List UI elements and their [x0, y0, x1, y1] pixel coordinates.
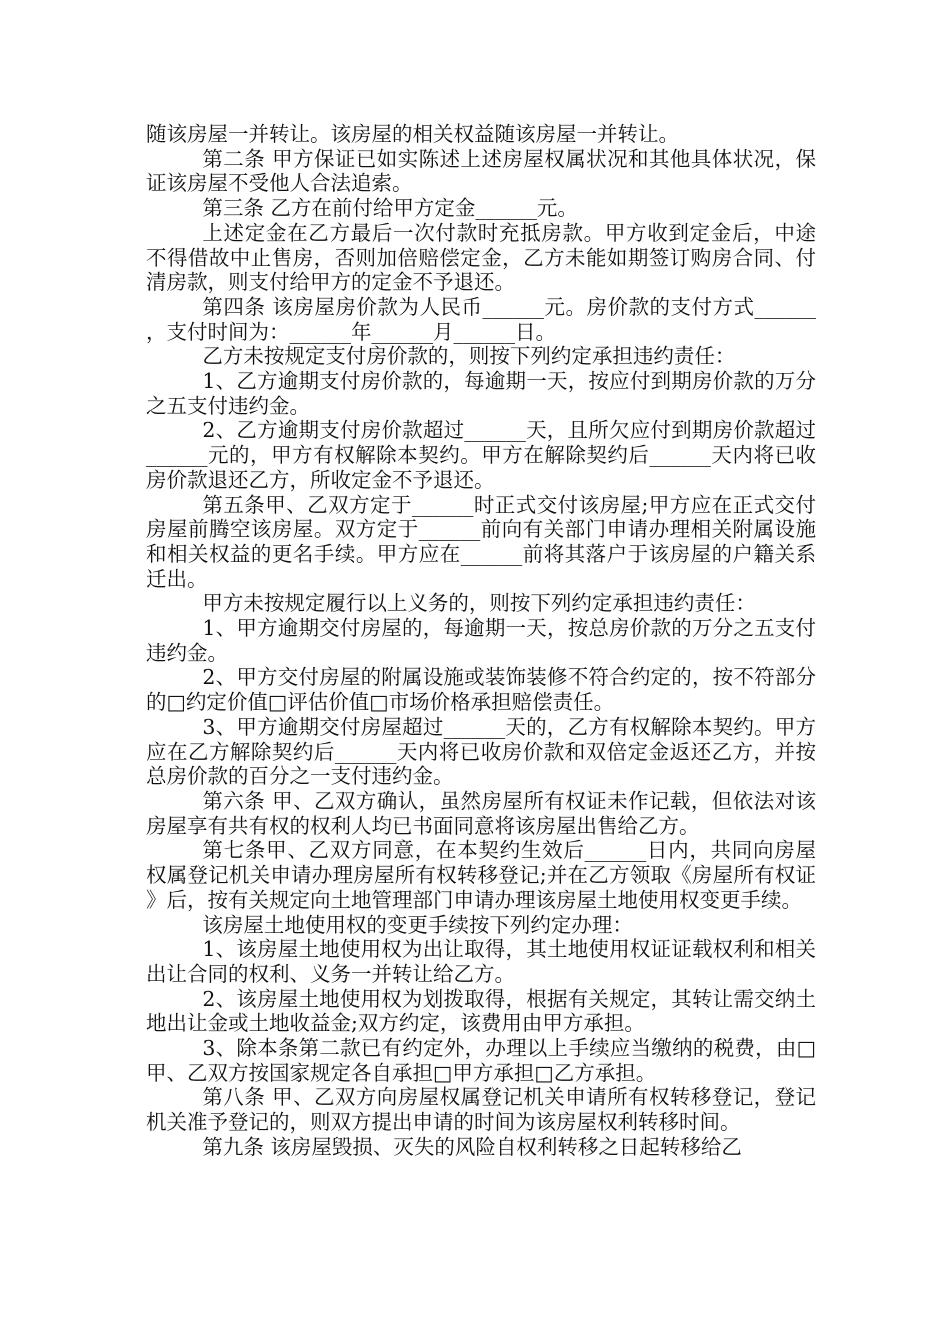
- paragraph-continuation: 随该房屋一并转让。该房屋的相关权益随该房屋一并转让。: [146, 122, 679, 146]
- paragraph-buyer-breach-intro: 乙方未按规定支付房价款的，则按下列约定承担违约责任：: [202, 344, 736, 369]
- paragraph-land-use-2: 2、该房屋土地使用权为划拨取得，根据有关规定，其转让需交纳土地出让金或土地收益金;双方约定，该费用由甲方承担。: [146, 986, 816, 1036]
- paragraph-deposit-terms: 上述定金在乙方最后一次付款时充抵房款。甲方收到定金后，中途不得借故中止售房，否则加倍赔偿定金，乙方未能如期签订购房合同、付清房款，则支付给甲方的定金不予退还。: [146, 220, 816, 295]
- paragraph-buyer-breach-1: 1、乙方逾期支付房价款的，每逾期一天，按应付到期房价款的万分之五支付违约金。: [146, 369, 816, 418]
- paragraph-article-5: 第五条甲、乙双方定于______时正式交付该房屋;甲方应在正式交付房屋前腾空该房屋。双方定于______前向有关部门申请办理相关附属设施和相关权益的更名手续。甲方应在______前将其落户于该房屋的户籍关系迁出。: [146, 492, 816, 591]
- paragraph-article-3: 第三条 乙方在前付给甲方定金______元。: [202, 196, 578, 221]
- paragraph-seller-breach-2: 2、甲方交付房屋的附属设施或装饰装修不符合约定的，按不符部分的□约定价值□评估价值□市场价格承担赔偿责任。: [146, 665, 816, 715]
- paragraph-article-7: 第七条甲、乙双方同意，在本契约生效后______日内，共同向房屋权属登记机关申请办理房屋所有权转移登记;并在乙方领取《房屋所有权证》后，按有关规定向土地管理部门申请办理该房屋土地使用权变更手续。: [146, 838, 816, 912]
- paragraph-seller-breach-3: 3、甲方逾期交付房屋超过______天的，乙方有权解除本契约。甲方应在乙方解除契约后______天内将已收房价款和双倍定金返还乙方，并按总房价款的百分之一支付违约金。: [146, 714, 816, 789]
- paragraph-land-use-intro: 该房屋土地使用权的变更手续按下列约定办理：: [202, 912, 633, 937]
- paragraph-buyer-breach-2: 2、乙方逾期支付房价款超过______天，且所欠应付到期房价款超过______元的，甲方有权解除本契约。甲方在解除契约后______天内将已收房价款退还乙方，所收定金不予退还。: [146, 418, 816, 492]
- paragraph-article-2: 第二条 甲方保证已如实陈述上述房屋权属状况和其他具体状况，保证该房屋不受他人合法追索。: [146, 146, 816, 196]
- paragraph-land-use-1: 1、该房屋土地使用权为出让取得，其土地使用权证证载权利和相关出让合同的权利、义务一并转让给乙方。: [146, 937, 816, 986]
- paragraph-article-6: 第六条 甲、乙双方确认，虽然房屋所有权证未作记载，但依法对该房屋享有共有权的权利人均已书面同意将该房屋出售给乙方。: [146, 788, 816, 838]
- paragraph-seller-breach-1: 1、甲方逾期交付房屋的，每逾期一天，按总房价款的万分之五支付违约金。: [146, 616, 816, 665]
- paragraph-seller-breach-intro: 甲方未按规定履行以上义务的，则按下列约定承担违约责任：: [202, 591, 756, 616]
- paragraph-article-4: 第四条 该房屋房价款为人民币______元。房价款的支付方式______，支付时间为：______年______月______日。: [146, 294, 816, 344]
- paragraph-land-use-3: 3、除本条第二款已有约定外，办理以上手续应当缴纳的税费，由□甲、乙双方按国家规定各自承担□甲方承担□乙方承担。: [146, 1036, 816, 1085]
- paragraph-article-8: 第八条 甲、乙双方向房屋权属登记机关申请所有权转移登记，登记机关准予登记的，则双方提出申请的时间为该房屋权利转移时间。: [146, 1085, 816, 1135]
- paragraph-article-9: 第九条 该房屋毁损、灭失的风险自权利转移之日起转移给乙: [202, 1134, 742, 1159]
- contract-body: [146, 122, 816, 1160]
